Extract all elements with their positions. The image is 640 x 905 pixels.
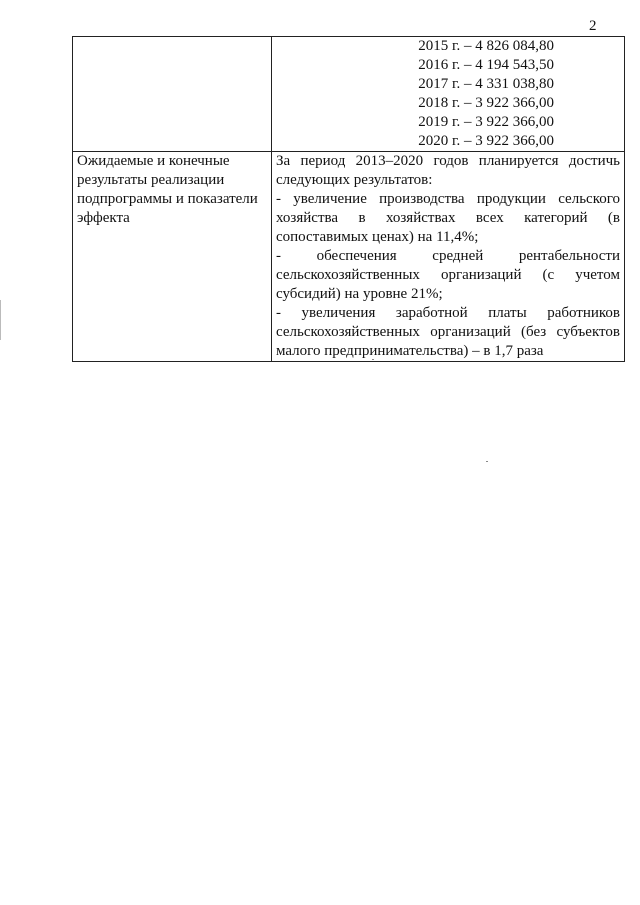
funding-years-cell [272,37,625,152]
funding-year-2017: 2017 г. – 4 331 038,80 [418,76,554,92]
funding-year-2015: 2015 г. – 4 826 084,80 [418,38,554,54]
subprogram-passport-table [72,36,625,362]
results-label: Ожидаемые и конечные результаты реализации подпрограммы и показатели эффекта [73,152,272,362]
result-item-production: - увеличение производства продукции сельского хозяйства в хозяйствах всех категорий (в сопоставимых ценах) на 11,4%; [276,191,620,245]
scan-speck [372,359,374,360]
results-intro: За период 2013–2020 годов планируется достичь следующих результатов: [276,153,620,188]
funding-year-2020: 2020 г. – 3 922 366,00 [418,133,554,149]
result-item-wages: - увеличения заработной платы работников сельскохозяйственных организаций (без субъектов малого предпринимательства) – в 1,7 раза [276,305,620,359]
scan-speck [486,461,488,462]
funding-year-2019: 2019 г. – 3 922 366,00 [418,114,554,130]
funding-year-2018: 2018 г. – 3 922 366,00 [418,95,554,111]
funding-year-2016: 2016 г. – 4 194 543,50 [418,57,554,73]
scan-edge-mark [0,300,1,340]
funding-row [73,37,625,152]
results-row [73,152,625,362]
results-content-cell [272,152,625,362]
result-item-profitability: - обеспечения средней рентабельности сельскохозяйственных организаций (с учетом субсидий) на уровне 21%; [276,248,620,302]
page-number: 2 [589,18,597,34]
funding-label-cell [73,37,272,152]
